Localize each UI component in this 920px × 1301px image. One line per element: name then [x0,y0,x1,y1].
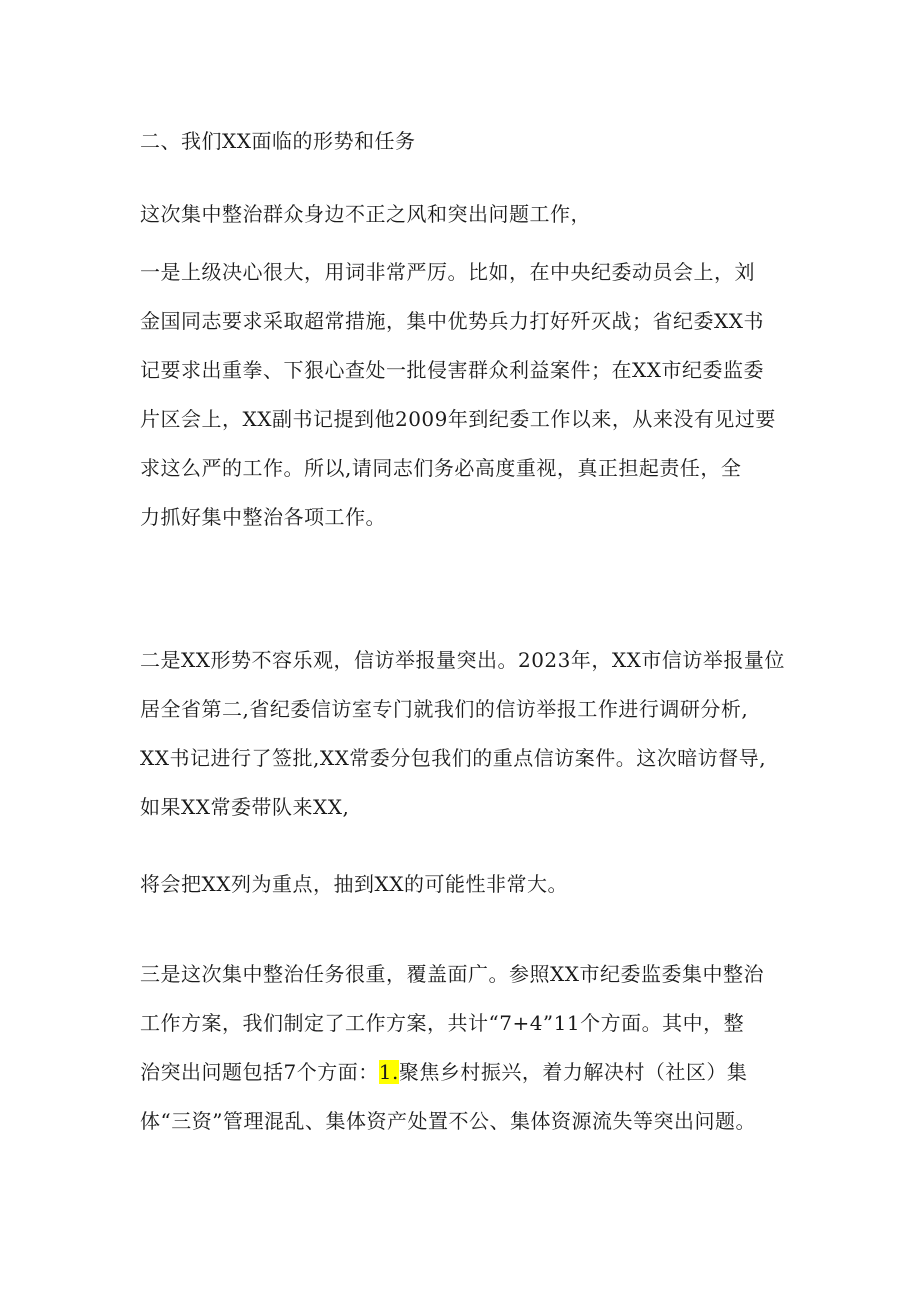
text-line: 力抓好集中整治各项工作。 [140,505,386,529]
heading-line: 二、我们XX面临的形势和任务 [140,129,416,153]
highlighted-number: 1. [378,1060,399,1084]
line-prefix: 治突出问题包括7个方面： [140,1060,379,1084]
intro-paragraph [140,190,790,239]
text-line: 二是XX形势不容乐观，信访举报量突出。2023年，XX市信访举报量位 [140,648,785,672]
text-line: 片区会上，XX副书记提到他2009年到纪委工作以来，从来没有见过要 [140,407,776,431]
text-line: XX书记进行了签批,XX常委分包我们的重点信访案件。这次暗访督导, [140,746,767,770]
text-line-highlighted [140,1048,790,1097]
text-line: 一是上级决心很大，用词非常严厉。比如，在中央纪委动员会上，刘 [140,260,755,284]
text-line: 三是这次集中整治任务很重，覆盖面广。参照XX市纪委监委集中整治 [140,962,764,986]
text-line: 记要求出重拳、下狠心查处一批侵害群众利益案件；在XX市纪委监委 [140,358,764,382]
section-heading [140,117,790,166]
text-line: 居全省第二,省纪委信访室专门就我们的信访举报工作进行调研分析, [140,697,749,721]
paragraph-1 [140,248,790,542]
intro-line: 这次集中整治群众身边不正之风和突出问题工作， [140,202,591,226]
paragraph-3 [140,860,790,909]
line-suffix: 聚焦乡村振兴，着力解决村（社区）集 [398,1060,748,1084]
text-line: 体“三资”管理混乱、集体资产处置不公、集体资源流失等突出问题。 [140,1109,756,1133]
paragraph-2 [140,636,790,832]
text-line: 如果XX常委带队来XX, [140,795,350,819]
text-line: 工作方案，我们制定了工作方案，共计“7+4”11个方面。其中，整 [140,1011,745,1035]
paragraph-4 [140,950,790,1146]
text-line: 金国同志要求采取超常措施，集中优势兵力打好歼灭战；省纪委XX书 [140,309,764,333]
text-line: 求这么严的工作。所以,请同志们务必高度重视，真正担起责任，全 [140,456,742,480]
text-line: 将会把XX列为重点，抽到XX的可能性非常大。 [140,872,568,896]
